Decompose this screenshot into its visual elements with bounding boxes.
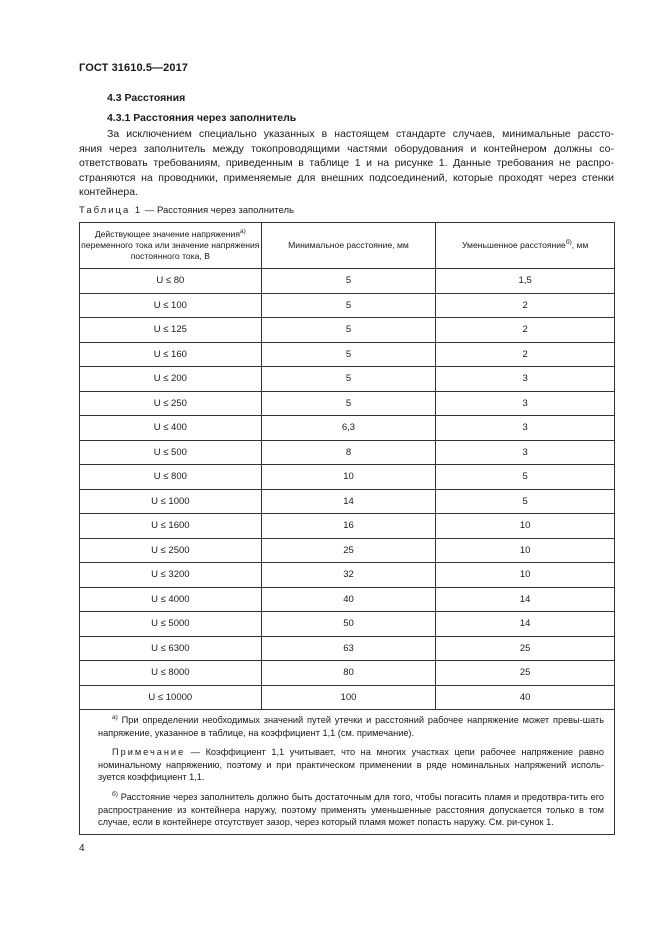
document-header: ГОСТ 31610.5—2017 — [79, 62, 189, 74]
footnote-a: $^{а)}$ При определении необходимых значений путей утечки и расстояний рабочее напряжение может превы-шать напряжение, указанное в таблице, на коэффициент 1,1 (см. примечание). — [98, 713, 604, 738]
table-row — [80, 293, 615, 318]
cell-reduced-distance: 10 — [436, 538, 615, 563]
note: Примечание — Коэффициент 1,1 учитывает, что на многих участках цепи рабочее напряжение равно номинальному напряжению, поэтому и при практическом применении в ряде номинальных напряжений исполь-зуется коэффициент 1,1. — [98, 747, 604, 783]
cell-min-distance: 5 — [261, 293, 436, 318]
header-voltage: Действующее значение напряжения$^{а)}$ переменного тока или значение напряжения постоянного тока, В — [80, 223, 262, 269]
cell-voltage: U ≤ 8000 — [80, 661, 262, 686]
cell-reduced-distance: 3 — [436, 440, 615, 465]
cell-min-distance: 16 — [261, 514, 436, 539]
table-row — [80, 391, 615, 416]
table-row — [80, 563, 615, 588]
table-row — [80, 269, 615, 294]
cell-min-distance: 50 — [261, 612, 436, 637]
header-reduced-distance: Уменьшенное расстояние$^{б)}$, мм — [436, 223, 615, 269]
cell-reduced-distance: 2 — [436, 318, 615, 343]
cell-reduced-distance: 25 — [436, 661, 615, 686]
cell-reduced-distance: 25 — [436, 636, 615, 661]
cell-min-distance: 63 — [261, 636, 436, 661]
cell-min-distance: 100 — [261, 685, 436, 710]
header-min-distance: Минимальное расстояние, мм — [261, 223, 436, 269]
table-row — [80, 612, 615, 637]
table-row — [80, 342, 615, 367]
cell-reduced-distance: 3 — [436, 416, 615, 441]
cell-voltage: U ≤ 10000 — [80, 685, 262, 710]
cell-min-distance: 32 — [261, 563, 436, 588]
table-row — [80, 661, 615, 686]
table-caption — [79, 205, 294, 216]
cell-reduced-distance: 5 — [436, 465, 615, 490]
table-row — [80, 636, 615, 661]
cell-reduced-distance: 10 — [436, 514, 615, 539]
cell-reduced-distance: 1,5 — [436, 269, 615, 294]
cell-reduced-distance: 2 — [436, 293, 615, 318]
cell-voltage: U ≤ 160 — [80, 342, 262, 367]
cell-min-distance: 10 — [261, 465, 436, 490]
cell-voltage: U ≤ 400 — [80, 416, 262, 441]
table-caption-prefix: Таблица 1 — [79, 205, 143, 216]
cell-min-distance: 40 — [261, 587, 436, 612]
cell-min-distance: 5 — [261, 342, 436, 367]
subsection-heading: 4.3.1 Расстояния через заполнитель — [107, 112, 297, 124]
table-notes-row — [80, 710, 615, 835]
cell-voltage: U ≤ 200 — [80, 367, 262, 392]
table-header-row — [80, 223, 615, 269]
cell-reduced-distance: 2 — [436, 342, 615, 367]
cell-reduced-distance: 14 — [436, 587, 615, 612]
cell-reduced-distance: 5 — [436, 489, 615, 514]
cell-reduced-distance: 14 — [436, 612, 615, 637]
cell-min-distance: 14 — [261, 489, 436, 514]
paragraph-line: контейнера. — [79, 186, 138, 199]
cell-voltage: U ≤ 800 — [80, 465, 262, 490]
paragraph-line: За исключением специально указанных в настоящем стандарте случаев, минимальные рассто- — [107, 128, 614, 140]
cell-min-distance: 5 — [261, 269, 436, 294]
cell-reduced-distance: 40 — [436, 685, 615, 710]
paragraph-line: ответствовать требованиям, приведенным в таблице 1 и на рисунке 1. Данные требования не распро- — [79, 157, 614, 170]
cell-min-distance: 6,3 — [261, 416, 436, 441]
cell-voltage: U ≤ 500 — [80, 440, 262, 465]
section-heading: 4.3 Расстояния — [107, 92, 186, 104]
cell-min-distance: 25 — [261, 538, 436, 563]
cell-voltage: U ≤ 4000 — [80, 587, 262, 612]
cell-voltage: U ≤ 2500 — [80, 538, 262, 563]
table-row — [80, 367, 615, 392]
paragraph-line: яния через заполнитель между токопроводящими частями оборудования и контейнером должны со- — [79, 142, 614, 155]
cell-voltage: U ≤ 100 — [80, 293, 262, 318]
cell-min-distance: 5 — [261, 367, 436, 392]
page-number: 4 — [79, 843, 85, 854]
paragraph-line: страняются на проводники, применяемые для внешних подсоединений, которые проходят через стенки — [79, 171, 614, 184]
footnote-b: $^{б)}$ Расстояние через заполнитель должно быть достаточным для того, чтобы погасить пламя и предотвра-тить его распространение из контейнера наружу, поэтому применять уменьшенные расстояния допускается только в том случае, если в контейнере отсутствует зазор, через который пламя может попасть наружу. См. ри-сунок 1. — [98, 790, 604, 828]
table-row — [80, 318, 615, 343]
table-row — [80, 465, 615, 490]
table-row — [80, 440, 615, 465]
cell-voltage: U ≤ 250 — [80, 391, 262, 416]
table-row — [80, 587, 615, 612]
cell-reduced-distance: 3 — [436, 367, 615, 392]
cell-min-distance: 8 — [261, 440, 436, 465]
table-caption-text: — Расстояния через заполнитель — [142, 205, 295, 216]
cell-voltage: U ≤ 6300 — [80, 636, 262, 661]
cell-voltage: U ≤ 3200 — [80, 563, 262, 588]
table-row — [80, 514, 615, 539]
cell-voltage: U ≤ 1000 — [80, 489, 262, 514]
cell-min-distance: 5 — [261, 391, 436, 416]
cell-voltage: U ≤ 80 — [80, 269, 262, 294]
table-row — [80, 538, 615, 563]
cell-voltage: U ≤ 5000 — [80, 612, 262, 637]
cell-voltage: U ≤ 1600 — [80, 514, 262, 539]
table-notes — [80, 710, 615, 835]
distances-table — [79, 222, 615, 835]
table-row — [80, 416, 615, 441]
table-row — [80, 685, 615, 710]
cell-reduced-distance: 3 — [436, 391, 615, 416]
cell-voltage: U ≤ 125 — [80, 318, 262, 343]
cell-reduced-distance: 10 — [436, 563, 615, 588]
cell-min-distance: 80 — [261, 661, 436, 686]
table-row — [80, 489, 615, 514]
body-paragraph — [79, 127, 614, 200]
cell-min-distance: 5 — [261, 318, 436, 343]
